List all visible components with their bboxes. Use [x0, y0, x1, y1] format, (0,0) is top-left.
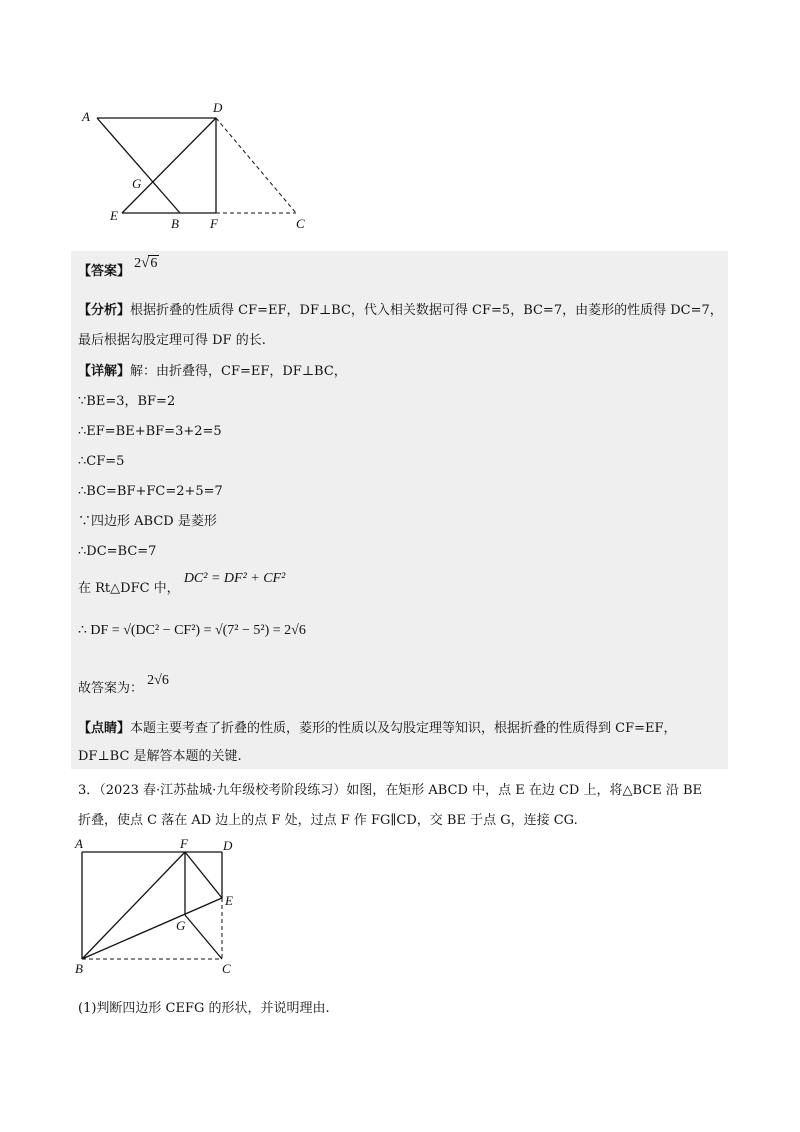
figure-rhombus-fold	[70, 95, 330, 235]
analysis-tag: 【分析】	[78, 303, 131, 318]
segment-BF2	[82, 852, 185, 959]
detail-step-6: ∴DC=BC=7	[78, 544, 157, 559]
label2-D: D	[223, 838, 233, 853]
detail-line-head	[78, 363, 347, 381]
detail-step-3: ∴CF=5	[78, 454, 125, 469]
label-F: F	[210, 216, 218, 231]
detail-step-5: ∵四边形 ABCD 是菱形	[78, 514, 217, 529]
label-G: G	[132, 176, 142, 191]
answer-line	[78, 255, 159, 281]
detail-rt-equation: DC² = DF² + CF²	[183, 571, 286, 586]
detail-step-1: ∵BE=3，BF=2	[78, 394, 176, 409]
figure-rectangle-fold	[70, 835, 250, 980]
analysis-line-2: 最后根据勾股定理可得 DF 的长.	[78, 333, 266, 348]
detail-final-prefix: 故答案为：	[78, 681, 144, 696]
detail-step-2: ∴EF=BE+BF=3+2=5	[78, 424, 222, 439]
detail-step-4: ∴BC=BF+FC=2+5=7	[78, 484, 223, 499]
comment-tag: 【点睛】	[78, 721, 131, 736]
label-B: B	[171, 216, 179, 231]
segment-GC2	[185, 915, 222, 959]
detail-tag: 【详解】	[78, 364, 131, 379]
segment-AB	[97, 118, 180, 213]
question3-line-2: 折叠，使点 C 落在 AD 边上的点 F 处，过点 F 作 FG∥CD，交 BE 于点 G，连接 CG.	[78, 813, 578, 828]
segment-FE2	[185, 852, 222, 898]
label2-F: F	[180, 836, 188, 851]
segment-ED	[122, 118, 216, 213]
answer-radicand: 6	[150, 256, 158, 271]
segment-BE2	[82, 898, 222, 959]
question3-sub1: (1)判断四边形 CEFG 的形状，并说明理由.	[78, 1001, 330, 1016]
answer-box	[71, 251, 728, 769]
detail-df-equation: ∴ DF = √(DC² − CF²) = √(7² − 5²) = 2√6	[78, 623, 306, 638]
label2-B: B	[75, 961, 83, 976]
detail-rt-line	[78, 571, 286, 598]
answer-value: 2√6	[134, 255, 158, 271]
segment-DC-dashed	[216, 118, 296, 213]
comment-line-1	[78, 720, 677, 738]
comment-text-1: 本题主要考查了折叠的性质，菱形的性质以及勾股定理等知识，根据折叠的性质得到 CF=EF，	[130, 721, 677, 736]
detail-final-value: 2√6	[147, 673, 169, 688]
detail-head: 解：由折叠得，CF=EF，DF⊥BC，	[130, 364, 347, 379]
detail-final-line	[78, 673, 169, 698]
analysis-line-1	[78, 302, 723, 320]
label-D: D	[213, 100, 223, 115]
label2-A: A	[75, 836, 83, 851]
label-A: A	[82, 109, 90, 124]
answer-tag: 【答案】	[78, 264, 131, 279]
detail-rt-prefix: 在 Rt△DFC 中，	[78, 581, 180, 596]
label2-E: E	[225, 893, 233, 908]
label-C: C	[296, 216, 305, 231]
analysis-text-1: 根据折叠的性质得 CF=EF，DF⊥BC，代入相关数据可得 CF=5，BC=7，由菱形的性质得 DC=7，	[130, 303, 723, 318]
answer-coef: 2	[134, 256, 142, 271]
label2-C: C	[222, 961, 231, 976]
comment-line-2: DF⊥BC 是解答本题的关键.	[78, 749, 242, 764]
label2-G: G	[176, 918, 186, 933]
question3-line-1: 3．（2023 春·江苏盐城·九年级校考阶段练习）如图，在矩形 ABCD 中，点 E 在边 CD 上，将△BCE 沿 BE	[78, 783, 702, 798]
label-E: E	[110, 208, 118, 223]
